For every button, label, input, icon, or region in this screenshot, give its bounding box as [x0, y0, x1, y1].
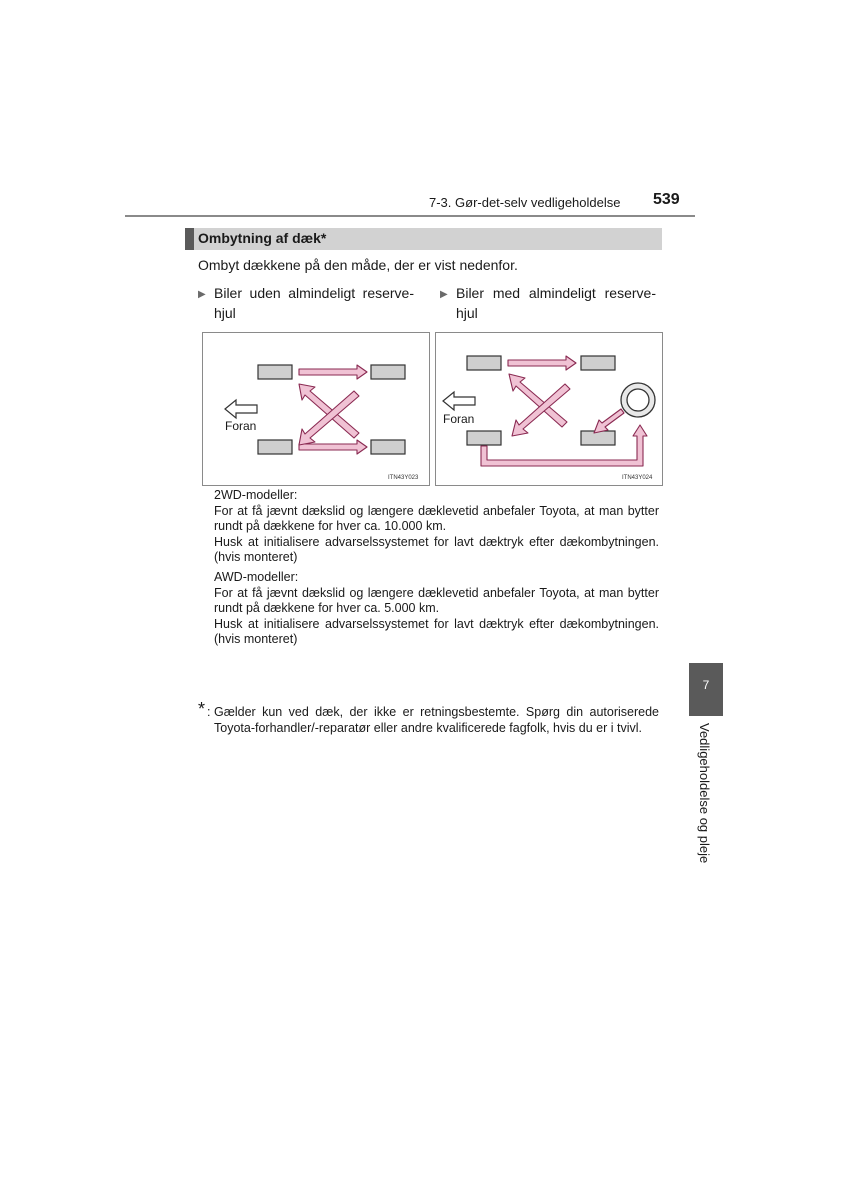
footnote-colon: :	[207, 705, 211, 719]
arrow-rear-right-to-front-left	[299, 384, 359, 438]
bullet-line-1: Biler med almindeligt reserve-	[456, 285, 656, 301]
rotation-diagram-no-spare	[202, 332, 430, 486]
rotation-diagram-graphic	[436, 333, 664, 487]
bullet-triangle-icon: ▶	[198, 289, 206, 300]
tire-front-left	[467, 356, 501, 370]
arrow-front-right-to-rear-left	[512, 384, 570, 436]
front-direction-arrow-icon	[225, 400, 257, 418]
block-paragraph: For at få jævnt dækslid og længere dæklevetid anbefaler Toyota, at man bytter rundt på dækkene for hver ca. 10.000 km.	[214, 503, 659, 533]
bullet-no-spare	[198, 283, 413, 325]
section-title: Ombytning af dæk*	[198, 230, 327, 246]
section-label: 7-3. Gør-det-selv vedligeholdelse	[429, 195, 621, 210]
arrow-front-left-to-right	[508, 356, 576, 370]
tire-rear-right	[371, 440, 405, 454]
block-paragraph: Husk at initialisere advarselssystemet for lavt dæktryk efter dækombytningen. (hvis monteret)	[214, 534, 659, 564]
bullet-triangle-icon: ▶	[440, 289, 448, 300]
arrow-rear-left-to-spare	[481, 425, 647, 466]
two-wd-block	[214, 488, 659, 566]
tire-rear-right	[581, 431, 615, 445]
bullet-with-spare	[440, 283, 655, 325]
block-paragraph: Husk at initialisere advarselssystemet for lavt dæktryk efter dækombytningen. (hvis monteret)	[214, 616, 659, 646]
front-label: Foran	[225, 419, 257, 433]
tire-front-left	[258, 365, 292, 379]
block-heading: 2WD-modeller:	[214, 488, 298, 502]
tire-front-right	[371, 365, 405, 379]
chapter-tab	[689, 663, 723, 716]
front-direction-arrow-icon	[443, 392, 475, 410]
footnote-text: Gælder kun ved dæk, der ikke er retningsbestemte. Spørg din autoriserede Toyota-forhandler/-reparatør eller andre kvalificerede fagfolk, hvis du er i tvivl.	[214, 705, 659, 735]
arrow-front-left-to-right	[299, 365, 367, 379]
tire-front-right	[581, 356, 615, 370]
front-label: Foran	[443, 412, 475, 426]
tire-rear-left	[258, 440, 292, 454]
block-paragraph: For at få jævnt dækslid og længere dæklevetid anbefaler Toyota, at man bytter rundt på dækkene for hver ca. 5.000 km.	[214, 585, 659, 615]
tire-rear-left	[467, 431, 501, 445]
spare-tire-icon	[621, 383, 655, 417]
figure-code: ITN43Y023	[388, 475, 419, 481]
rotation-diagram-graphic	[203, 333, 431, 487]
chapter-number: 7	[702, 678, 710, 692]
bullet-line-2: hjul	[214, 305, 236, 321]
section-title-bar	[185, 228, 662, 250]
arrow-rear-right-to-front-left	[509, 374, 567, 427]
arrow-spare-to-rear-right	[594, 409, 624, 433]
header-rule	[125, 215, 695, 217]
page-number: 539	[653, 191, 680, 208]
bullet-line-2: hjul	[456, 305, 478, 321]
figure-code: ITN43Y024	[622, 475, 653, 481]
awd-block	[214, 570, 659, 648]
bullet-line-1: Biler uden almindeligt reserve-	[214, 285, 414, 301]
block-heading: AWD-modeller:	[214, 570, 299, 584]
rotation-diagram-with-spare	[435, 332, 663, 486]
chapter-title: Vedligeholdelse og pleje	[697, 723, 712, 864]
arrow-front-right-to-rear-left	[299, 391, 359, 445]
footnote-asterisk: *	[198, 699, 206, 719]
intro-text: Ombyt dækkene på den måde, der er vist nedenfor.	[198, 257, 518, 273]
